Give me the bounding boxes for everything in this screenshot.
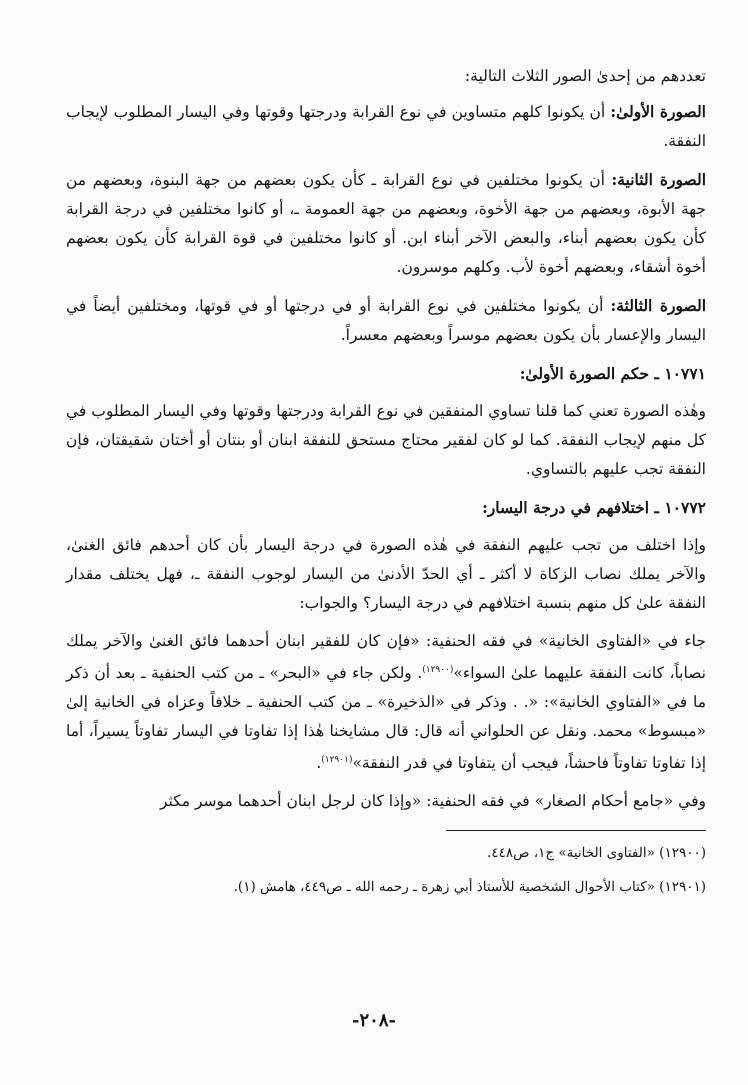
intro-line: تعددهم من إحدىٰ الصور الثلاث التالية: (464, 67, 706, 85)
footnote-separator (446, 830, 706, 831)
page-number: -٢٠٨- (352, 1010, 396, 1031)
quote-text: . ولكن جاء في «البحر» ـ من كتب الحنفية ـ بعد أن ذكر ما في «الفتاوي الخانية»: «. . وذكر في «الذخيرة» ـ من كتب الحنفية ـ خلافاً وعزاه في الخانية إلىٰ «مبسوط» محمد. ونقل عن الحلواني أنه قال: قال مشايخنا هٰذا إذا تفاوتا في اليسار تفاوتاً يسيراً، أما إذا تفاوتا تفاوتاً فاحشاً، فيجب أن يتفاوتا في قدر النفقة» (66, 664, 706, 773)
section-heading-10771: ١٠٧٧١ ـ حكم الصورة الأولىٰ: (519, 364, 706, 383)
footnote-ref: (١٢٩٠١) (321, 755, 353, 766)
paragraph-text: أن يكونوا مختلفين في نوع القرابة ـ كأن يكون بعضهم من جهة البنوة، وبعضهم من جهة الأبوة، وبعضهم من جهة الأخوة، وبعضهم من جهة العمومة ـ، أو كانوا مختلفين في درجة القرابة كأن يكون بعضهم أبناء، والبعض الآخر أبناء ابن. أو كانوا مختلفين في قوة القرابة كأن يكون بعضهم أخوة أشقاء، وبعضهم أخوة لأب. وكلهم موسرون. (66, 171, 706, 276)
footnote: (١٢٩٠٠) «الفتاوى الخانية» ج١، ص٤٤٨. (487, 845, 706, 862)
paragraph-lead: الصورة الثالثة: (610, 296, 706, 315)
page-body (66, 62, 706, 909)
paragraph-text: أن يكونوا مختلفين في نوع القرابة أو في درجتها أو في قوتها، ومختلفين أيضاً في اليسار والإعسار بأن يكون بعضهم موسراً وبعضهم معسراً. (66, 297, 706, 344)
section-body-10771: وهٰذه الصورة تعني كما قلنا تساوي المنفقين في نوع القرابة ودرجتها وقوتها وفي اليسار المطلوب في كل منهم لإيجاب النفقة. كما لو كان لفقير محتاج مستحق للنفقة ابنان أو بنتان أو أختان شقيقتان، فإن النفقة تجب عليهم بالتساوي. (66, 402, 706, 478)
last-paragraph: وفي «جامع أحكام الصغار» في فقه الحنفية: «وإذا كان لرجل ابنان أحدهما موسر مكثر (159, 792, 706, 811)
footnote: (١٢٩٠١) «كتاب الأحوال الشخصية للأستاذ أبي زهرة ـ رحمه الله ـ ص٤٤٩، هامش (١). (233, 879, 706, 896)
footnote-ref: (١٢٩٠٠) (422, 665, 454, 675)
paragraph-form-1 (66, 97, 706, 156)
quote-text: . (316, 754, 322, 773)
section-body-10772: وإذا اختلف من تجب عليهم النفقة في هٰذه الصورة في درجة اليسار بأن كان أحدهم فائق الغنىٰ، والآخر يملك نصاب الزكاة لا أكثر ـ أي الحدّ الأدنىٰ من اليسار لوجوب النفقة ـ، فهل يختلف مقدار النفقة علىٰ كل منهم بنسبة اختلافهم في درجة اليسار؟ والجواب: (66, 536, 706, 612)
paragraph-lead: الصورة الأولىٰ: (610, 102, 706, 121)
paragraph-form-3 (66, 291, 706, 350)
paragraph-lead: الصورة الثانية: (611, 170, 707, 189)
paragraph-form-2 (66, 165, 706, 282)
section-heading-10772: ١٠٧٧٢ ـ اختلافهم في درجة اليسار: (482, 498, 706, 517)
quote-paragraph (66, 627, 706, 778)
quote-text: جاء في «الفتاوى الخانية» في فقه الحنفية: «فإن كان للفقير ابنان أحدهما فائق الغنىٰ والآخر يملك نصاباً، كانت النفقة عليهما علىٰ السواء» (66, 632, 706, 683)
paragraph-text: أن يكونوا كلهم متساوين في نوع القرابة ودرجتها وقوتها وفي اليسار المطلوب لإيجاب النفقة. (66, 103, 706, 150)
